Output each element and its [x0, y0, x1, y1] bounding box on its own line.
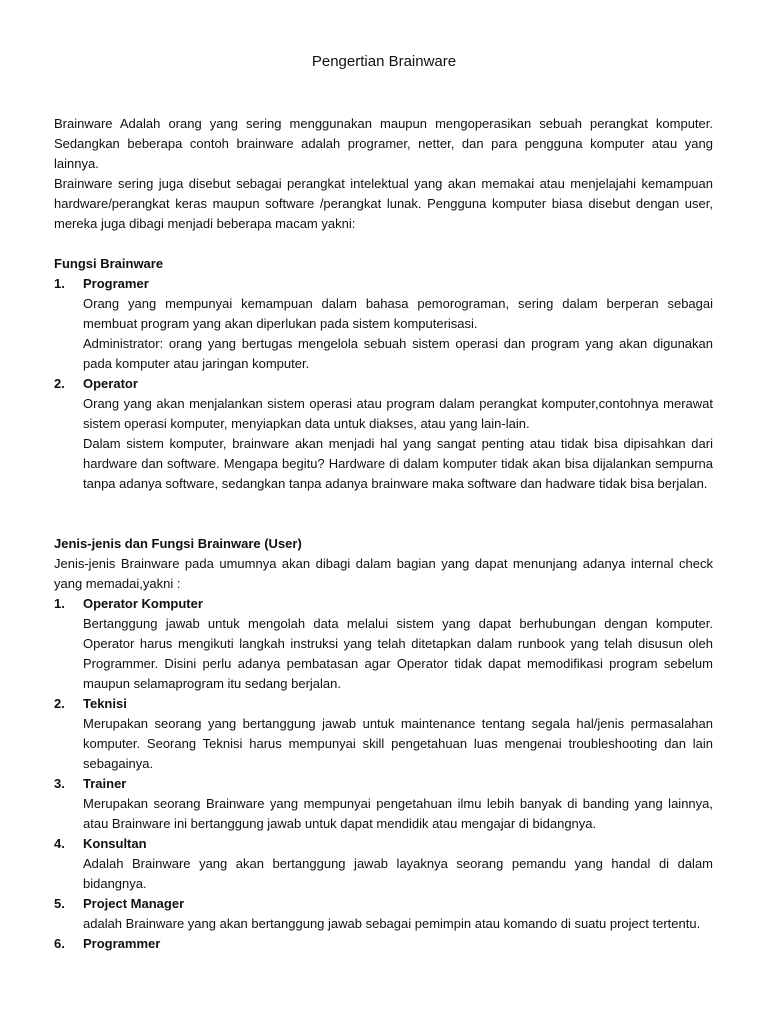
- document-title: Pengertian Brainware: [311, 53, 457, 70]
- list-item-body: [83, 794, 713, 834]
- list-item-body: [83, 854, 713, 894]
- list-item-paragraph: Dalam sistem komputer, brainware akan menjadi hal yang sangat penting atau tidak bisa dipisahkan dari hardware dan software. Mengapa begitu? Hardware di dalam komputer tidak akan bisa dijalankan sempurna tanpa adanya software, sedangkan tanpa adanya brainware maka software dan hadware tidak bisa berjalan.: [83, 436, 713, 491]
- list-item-title: Trainer: [83, 776, 127, 791]
- list-item: [54, 694, 713, 774]
- list-item-title: Operator Komputer: [83, 596, 203, 611]
- list-item-paragraph: Orang yang mempunyai kemampuan dalam bahasa pemorograman, sering dalam berperan sebagai membuat program yang akan diperlukan pada sistem komputerisasi.: [83, 296, 713, 331]
- section-heading: Jenis-jenis dan Fungsi Brainware (User): [54, 536, 302, 551]
- list-item-number: 1.: [54, 276, 65, 291]
- list-item-title: Teknisi: [83, 696, 127, 711]
- list-item: [54, 934, 713, 954]
- list-item-number: 5.: [54, 896, 65, 911]
- list-item-paragraph: Merupakan seorang Brainware yang mempunyai pengetahuan ilmu lebih banyak di banding yang lainnya, atau Brainware ini bertanggung jawab untuk dapat mendidik atau mengajar di bidangnya.: [83, 796, 713, 831]
- list-item-title: Operator: [83, 376, 138, 391]
- list-item-paragraph: adalah Brainware yang akan bertanggung jawab sebagai pemimpin atau komando di suatu project tertentu.: [83, 916, 701, 931]
- section-fungsi-brainware: [54, 254, 713, 494]
- section-intro-paragraph: Jenis-jenis Brainware pada umumnya akan dibagi dalam bagian yang dapat menunjang adanya internal check yang memadai,yakni :: [54, 556, 713, 591]
- list-item-paragraph: Orang yang akan menjalankan sistem operasi atau program dalam perangkat komputer,contohnya merawat sistem operasi komputer, menyiapkan data untuk diakses, atau yang lain-lain.: [83, 396, 713, 431]
- list-item-header: [54, 774, 713, 794]
- list-item-body: [83, 914, 713, 934]
- list-item-header: [54, 374, 713, 394]
- list-item: [54, 274, 713, 374]
- list-item-body: [83, 614, 713, 694]
- list-item: [54, 774, 713, 834]
- list-item-number: 3.: [54, 776, 65, 791]
- list-item-paragraph: Bertanggung jawab untuk mengolah data melalui sistem yang dapat berhubungan dengan komputer. Operator harus mengikuti langkah instruksi yang telah ditetapkan dalam runbook yang telah disusun oleh Programmer. Disini perlu adanya pembatasan agar Operator tidak dapat memodifikasi program sebelum maupun selamaprogram itu sedang berjalan.: [83, 616, 713, 691]
- list-item-number: 2.: [54, 376, 65, 391]
- list-item-header: [54, 274, 713, 294]
- list-item: [54, 894, 713, 934]
- list-item-header: [54, 694, 713, 714]
- list-item-title: Programer: [83, 276, 149, 291]
- list-item-header: [54, 934, 713, 954]
- list-item-number: 1.: [54, 596, 65, 611]
- list-item: [54, 594, 713, 694]
- list-item-number: 2.: [54, 696, 65, 711]
- list-item: [54, 834, 713, 894]
- list-item-header: [54, 834, 713, 854]
- list-item-title: Project Manager: [83, 896, 185, 911]
- intro-paragraph-1: Brainware Adalah orang yang sering menggunakan maupun mengoperasikan sebuah perangkat komputer. Sedangkan beberapa contoh brainware adalah programer, netter, dan para pengguna komputer atau yang lainnya.: [54, 116, 713, 171]
- list-item-header: [54, 894, 713, 914]
- list-item-paragraph: Administrator: orang yang bertugas mengelola sebuah sistem operasi dan program yang akan digunakan pada komputer atau jaringan komputer.: [83, 336, 713, 371]
- list-item-title: Programmer: [83, 936, 161, 951]
- section-heading: Fungsi Brainware: [54, 256, 164, 271]
- intro-section: [54, 114, 713, 234]
- list-item-number: 6.: [54, 936, 65, 951]
- intro-paragraph-2: Brainware sering juga disebut sebagai perangkat intelektual yang akan memakai atau menjelajahi kemampuan hardware/perangkat keras maupun software /perangkat lunak. Pengguna komputer biasa disebut dengan user, mereka juga dibagi menjadi beberapa macam yakni:: [54, 176, 713, 231]
- list-item-title: Konsultan: [83, 836, 147, 851]
- section-jenis-brainware: [54, 534, 713, 954]
- list-item-header: [54, 594, 713, 614]
- list-item-number: 4.: [54, 836, 65, 851]
- list-item-body: [83, 394, 713, 494]
- list-item-body: [83, 294, 713, 374]
- list-item-paragraph: Merupakan seorang yang bertanggung jawab untuk maintenance tentang segala hal/jenis permasalahan komputer. Seorang Teknisi harus mempunyai skill pengetahuan luas mengenai troubleshooting dan lain sebagainya.: [83, 716, 713, 771]
- list-item-paragraph: Adalah Brainware yang akan bertanggung jawab layaknya seorang pemandu yang handal di dalam bidangnya.: [83, 856, 713, 891]
- list-item: [54, 374, 713, 494]
- list-item-body: [83, 714, 713, 774]
